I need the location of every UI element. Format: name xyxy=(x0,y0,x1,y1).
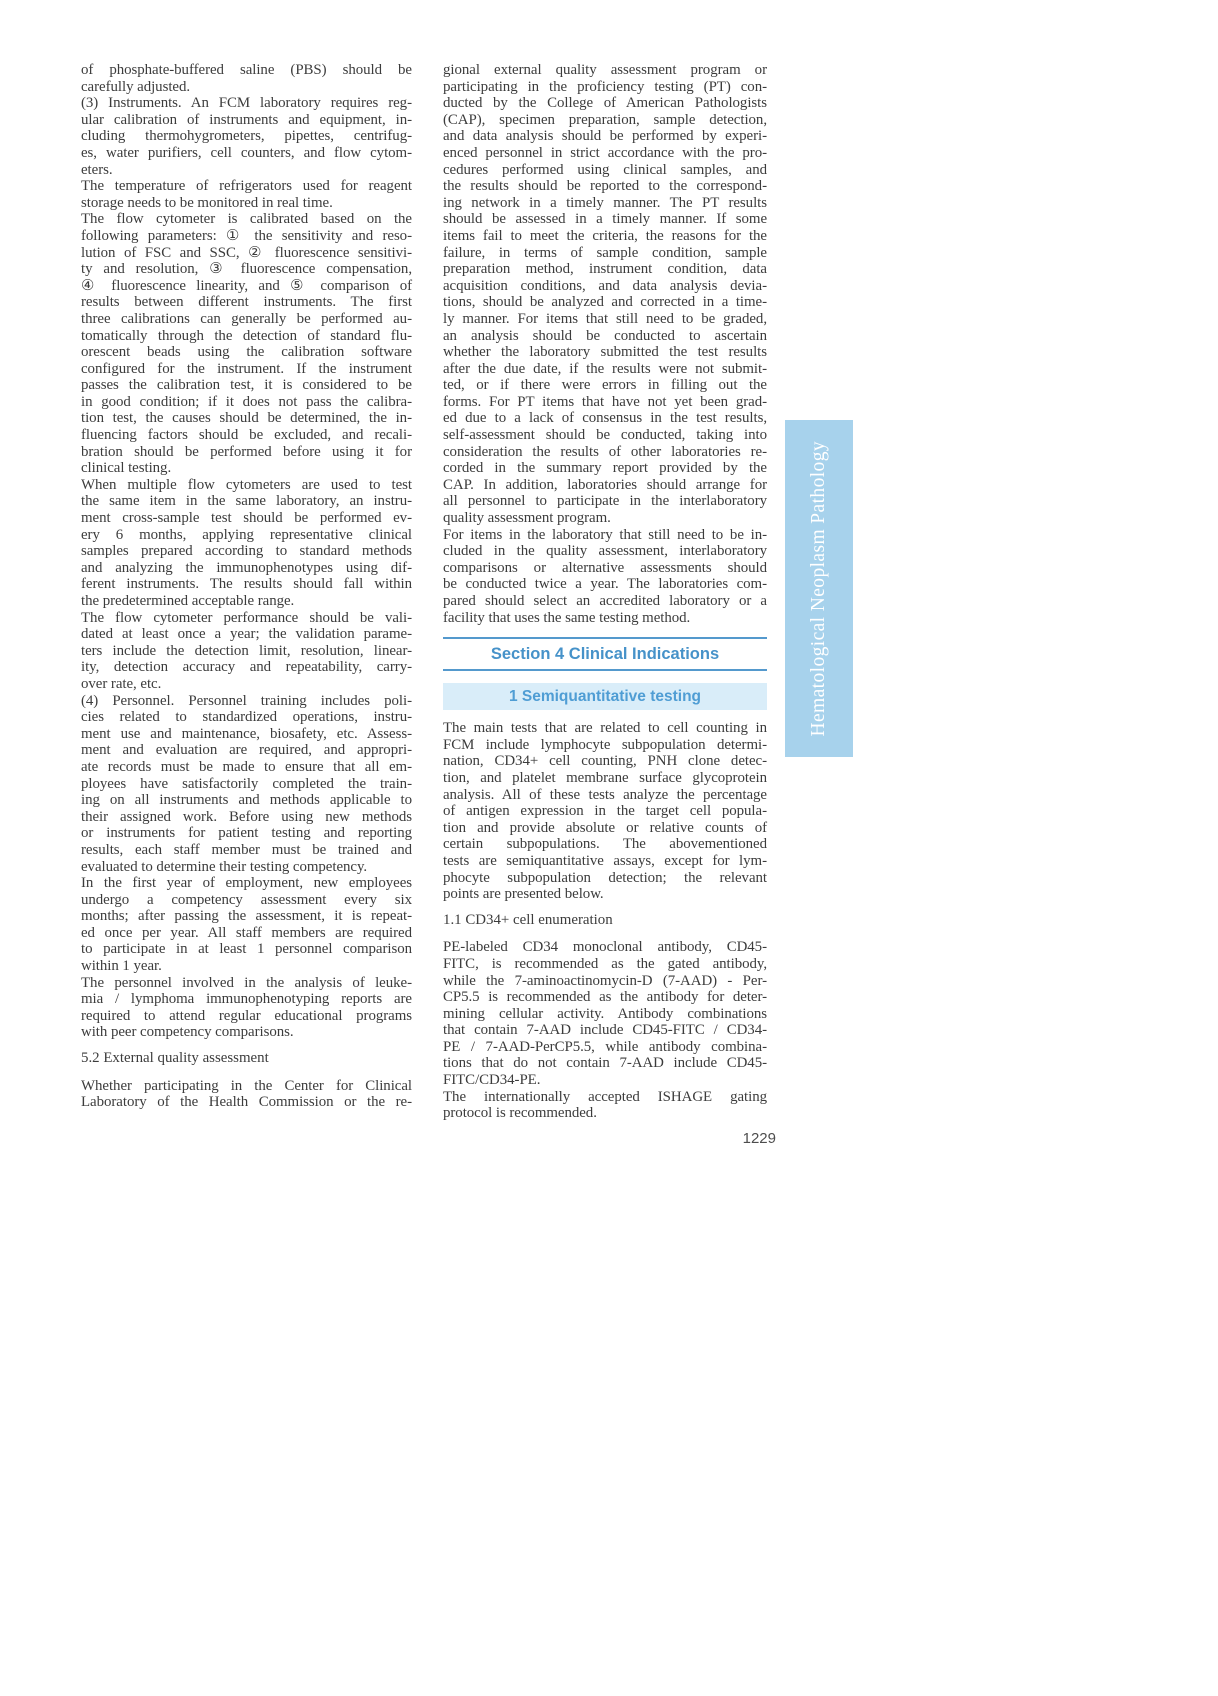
text-line: ing network in a timely manner. The PT results xyxy=(443,194,767,211)
paragraph xyxy=(81,693,412,876)
left-text-column xyxy=(81,62,412,1111)
text-line: ment cross-sample test should be performed ev- xyxy=(81,510,412,527)
text-line: tomatically through the detection of standard flu- xyxy=(81,327,412,344)
paragraph xyxy=(81,610,412,693)
text-line: items fail to meet the criteria, the reasons for the xyxy=(443,227,767,244)
text-line: forms. For PT items that have not yet been grad- xyxy=(443,393,767,410)
paragraph xyxy=(443,527,767,627)
text-line: configured for the instrument. If the instrument xyxy=(81,360,412,377)
text-line: ed once per year. All staff members are required xyxy=(81,924,412,941)
text-line: cluded in the quality assessment, interlaboratory xyxy=(443,543,767,560)
text-line: CP5.5 is recommended as the antibody for deter- xyxy=(443,989,767,1006)
text-line: es, water purifiers, cell counters, and flow cytom- xyxy=(81,144,412,161)
text-line: ment and evaluation are required, and appropri- xyxy=(81,742,412,759)
text-line: the results should be reported to the correspond- xyxy=(443,178,767,195)
text-line: with peer competency comparisons. xyxy=(81,1024,294,1041)
text-line: consideration the results of other laboratories re- xyxy=(443,443,767,460)
text-line: points are presented below. xyxy=(443,886,604,903)
paragraph xyxy=(443,720,767,903)
text-line: tion, and platelet membrane surface glycoprotein xyxy=(443,769,767,786)
text-line: required to attend regular educational programs xyxy=(81,1007,412,1024)
text-line: CAP. In addition, laboratories should arrange for xyxy=(443,476,767,493)
text-line: certain subpopulations. The abovementioned xyxy=(443,836,767,853)
text-line: tests are semiquantitative assays, except for lym- xyxy=(443,852,767,869)
paragraph xyxy=(81,875,412,975)
text-line: When multiple flow cytometers are used to test xyxy=(81,476,412,493)
text-line: following parameters: ① the sensitivity and reso- xyxy=(81,227,412,244)
text-line: be conducted twice a year. The laboratories com- xyxy=(443,576,767,593)
text-line: results, each staff member must be trained and xyxy=(81,841,412,858)
text-line: In the first year of employment, new employees xyxy=(81,875,412,892)
chapter-thumb-tab-label: Hematological Neoplasm Pathology xyxy=(808,440,829,737)
text-line: gional external quality assessment program or xyxy=(443,62,767,78)
text-line: nation, CD34+ cell counting, PNH clone detec- xyxy=(443,753,767,770)
paragraph xyxy=(81,62,412,95)
text-line: ④ fluorescence linearity, and ⑤ comparison of xyxy=(81,277,412,294)
text-line: preparation method, instrument condition, data xyxy=(443,261,767,278)
text-line: ployees have satisfactorily completed the train- xyxy=(81,775,412,792)
text-line: samples prepared according to standard methods xyxy=(81,543,412,560)
text-line: pared should select an accredited laboratory or a xyxy=(443,593,767,609)
text-line: ment use and maintenance, biosafety, etc. Assess- xyxy=(81,725,412,742)
text-line: cluding thermohygrometers, pipettes, centrifug- xyxy=(81,128,412,145)
section-header: Section 4 Clinical Indications xyxy=(443,637,767,671)
text-line: tions that do not contain 7-AAD include CD45- xyxy=(443,1055,767,1072)
text-line: bration should be performed before using it for xyxy=(81,443,412,460)
box-header: 1 Semiquantitative testing xyxy=(443,683,767,710)
text-line: cedures performed using clinical samples, and xyxy=(443,161,767,178)
paragraph xyxy=(443,62,767,527)
text-line: tions, should be analyzed and corrected in a time- xyxy=(443,294,767,311)
text-line: months; after passing the assessment, it is repeat- xyxy=(81,908,412,925)
text-line: should be assessed in a timely manner. If some xyxy=(443,211,767,228)
text-line: ty and resolution, ③ fluorescence compensation, xyxy=(81,261,412,278)
text-line: The flow cytometer is calibrated based on the xyxy=(81,211,412,228)
chapter-thumb-tab xyxy=(785,420,853,757)
text-line: ferent instruments. The results should fall within xyxy=(81,576,412,593)
text-line: FITC/CD34-PE. xyxy=(443,1072,541,1089)
text-line: ity, detection accuracy and repeatability, carry- xyxy=(81,659,412,676)
paragraph xyxy=(81,975,412,1041)
text-line: cies related to standardized operations, instru- xyxy=(81,709,412,726)
text-line: ing on all instruments and methods applicable to xyxy=(81,792,412,809)
text-line: their assigned work. Before using new methods xyxy=(81,808,412,825)
text-line: or instruments for patient testing and reporting xyxy=(81,825,412,842)
text-line: ed due to a lack of consensus in the test results, xyxy=(443,410,767,427)
text-line: The flow cytometer performance should be vali- xyxy=(81,609,412,626)
paragraph xyxy=(81,477,412,610)
text-line: ducted by the College of American Pathologists xyxy=(443,95,767,112)
text-line: self-assessment should be conducted, taking into xyxy=(443,427,767,444)
text-line: an analysis should be conducted to ascertain xyxy=(443,327,767,344)
text-line: of phosphate-buffered saline (PBS) should be xyxy=(81,62,412,78)
text-line: eters. xyxy=(81,161,113,178)
text-line: fluencing factors should be excluded, and recali- xyxy=(81,427,412,444)
text-line: while the 7-aminoactinomycin-D (7-AAD) - Per- xyxy=(443,972,767,989)
page-number: 1229 xyxy=(742,1130,776,1147)
text-line: facility that uses the same testing method. xyxy=(443,609,691,626)
paragraph xyxy=(81,211,412,477)
text-line: and data analysis should be performed by experi- xyxy=(443,128,767,145)
text-line: failure, in terms of sample condition, sample xyxy=(443,244,767,261)
text-line: protocol is recommended. xyxy=(443,1105,597,1122)
text-line: the predetermined acceptable range. xyxy=(81,593,295,609)
text-line: analysis. All of these tests analyze the percentage xyxy=(443,786,767,803)
text-line: quality assessment program. xyxy=(443,510,611,527)
text-line: tion test, the causes should be determined, the in- xyxy=(81,410,412,427)
text-line: after the due date, if the results were not submit- xyxy=(443,360,767,377)
text-line: ular calibration of instruments and equipment, in- xyxy=(81,111,412,128)
text-line: The internationally accepted ISHAGE gating xyxy=(443,1088,767,1105)
text-line: The main tests that are related to cell counting in xyxy=(443,720,767,737)
text-line: passes the calibration test, it is considered to be xyxy=(81,377,412,394)
text-line: mining cellular activity. Antibody combinations xyxy=(443,1005,767,1022)
text-line: results between different instruments. The first xyxy=(81,294,412,311)
text-line: acquisition conditions, and data analysis devia- xyxy=(443,277,767,294)
text-line: and analyzing the immunophenotypes using dif- xyxy=(81,559,412,576)
text-line: to participate in at least 1 personnel comparison xyxy=(81,941,412,958)
text-line: (4) Personnel. Personnel training includes poli- xyxy=(81,692,412,709)
text-line: storage needs to be monitored in real time. xyxy=(81,194,333,211)
text-line: The temperature of refrigerators used for reagent xyxy=(81,178,412,195)
text-line: of antigen expression in the target cell popula- xyxy=(443,803,767,820)
text-line: comparisons or alternative assessments should xyxy=(443,559,767,576)
text-line: FITC, is recommended as the gated antibody, xyxy=(443,955,767,972)
text-line: ted, or if there were errors in filling out the xyxy=(443,377,767,394)
subheading: 1.1 CD34+ cell enumeration xyxy=(443,911,613,928)
text-line: undergo a competency assessment every six xyxy=(81,891,412,908)
text-line: ate records must be made to ensure that all em- xyxy=(81,758,412,775)
text-line: orescent beads using the calibration software xyxy=(81,344,412,361)
text-line: FCM include lymphocyte subpopulation determi- xyxy=(443,736,767,753)
paragraph xyxy=(81,95,412,178)
paragraph xyxy=(443,939,767,1088)
text-line: (3) Instruments. An FCM laboratory requires reg- xyxy=(81,95,412,112)
text-line: whether the laboratory submitted the test results xyxy=(443,344,767,361)
text-line: within 1 year. xyxy=(81,958,162,975)
text-line: carefully adjusted. xyxy=(81,78,191,95)
text-line: ly manner. For items that still need to be graded, xyxy=(443,310,767,327)
text-line: PE-labeled CD34 monoclonal antibody, CD45- xyxy=(443,939,767,956)
text-line: tion and provide absolute or relative counts of xyxy=(443,819,767,836)
right-text-column xyxy=(443,62,767,1122)
text-line: Whether participating in the Center for Clinical xyxy=(81,1077,412,1094)
text-line: PE / 7-AAD-PerCP5.5, while antibody combina- xyxy=(443,1038,767,1055)
text-line: The personnel involved in the analysis of leuke- xyxy=(81,974,412,991)
paragraph xyxy=(443,1089,767,1122)
text-line: corded in the summary report provided by the xyxy=(443,460,767,477)
text-line: mia / lymphoma immunophenotyping reports are xyxy=(81,991,412,1008)
text-line: all personnel to participate in the interlaboratory xyxy=(443,493,767,510)
text-line: over rate, etc. xyxy=(81,675,162,692)
text-line: the same item in the same laboratory, an instru- xyxy=(81,493,412,510)
text-line: enced personnel in strict accordance with the pro- xyxy=(443,144,767,161)
text-line: dated at least once a year; the validation parame- xyxy=(81,626,412,643)
text-line: participating in the proficiency testing (PT) con- xyxy=(443,78,767,95)
text-line: clinical testing. xyxy=(81,460,172,477)
text-line: (CAP), specimen preparation, sample detection, xyxy=(443,111,767,128)
text-line: phocyte subpopulation detection; the relevant xyxy=(443,869,767,886)
text-line: that contain 7-AAD include CD45-FITC / CD34- xyxy=(443,1022,767,1039)
text-line: Laboratory of the Health Commission or the re- xyxy=(81,1094,412,1111)
text-line: For items in the laboratory that still need to be in- xyxy=(443,526,767,543)
text-line: ters include the detection limit, resolution, linear- xyxy=(81,642,412,659)
paragraph xyxy=(81,178,412,211)
text-line: three calibrations can generally be performed au- xyxy=(81,310,412,327)
subheading: 5.2 External quality assessment xyxy=(81,1050,269,1067)
text-line: evaluated to determine their testing competency. xyxy=(81,858,368,875)
text-line: ery 6 months, applying representative clinical xyxy=(81,526,412,543)
text-line: lution of FSC and SSC, ② fluorescence sensitivi- xyxy=(81,244,412,261)
paragraph xyxy=(81,1078,412,1111)
text-line: in good condition; if it does not pass the calibra- xyxy=(81,393,412,410)
